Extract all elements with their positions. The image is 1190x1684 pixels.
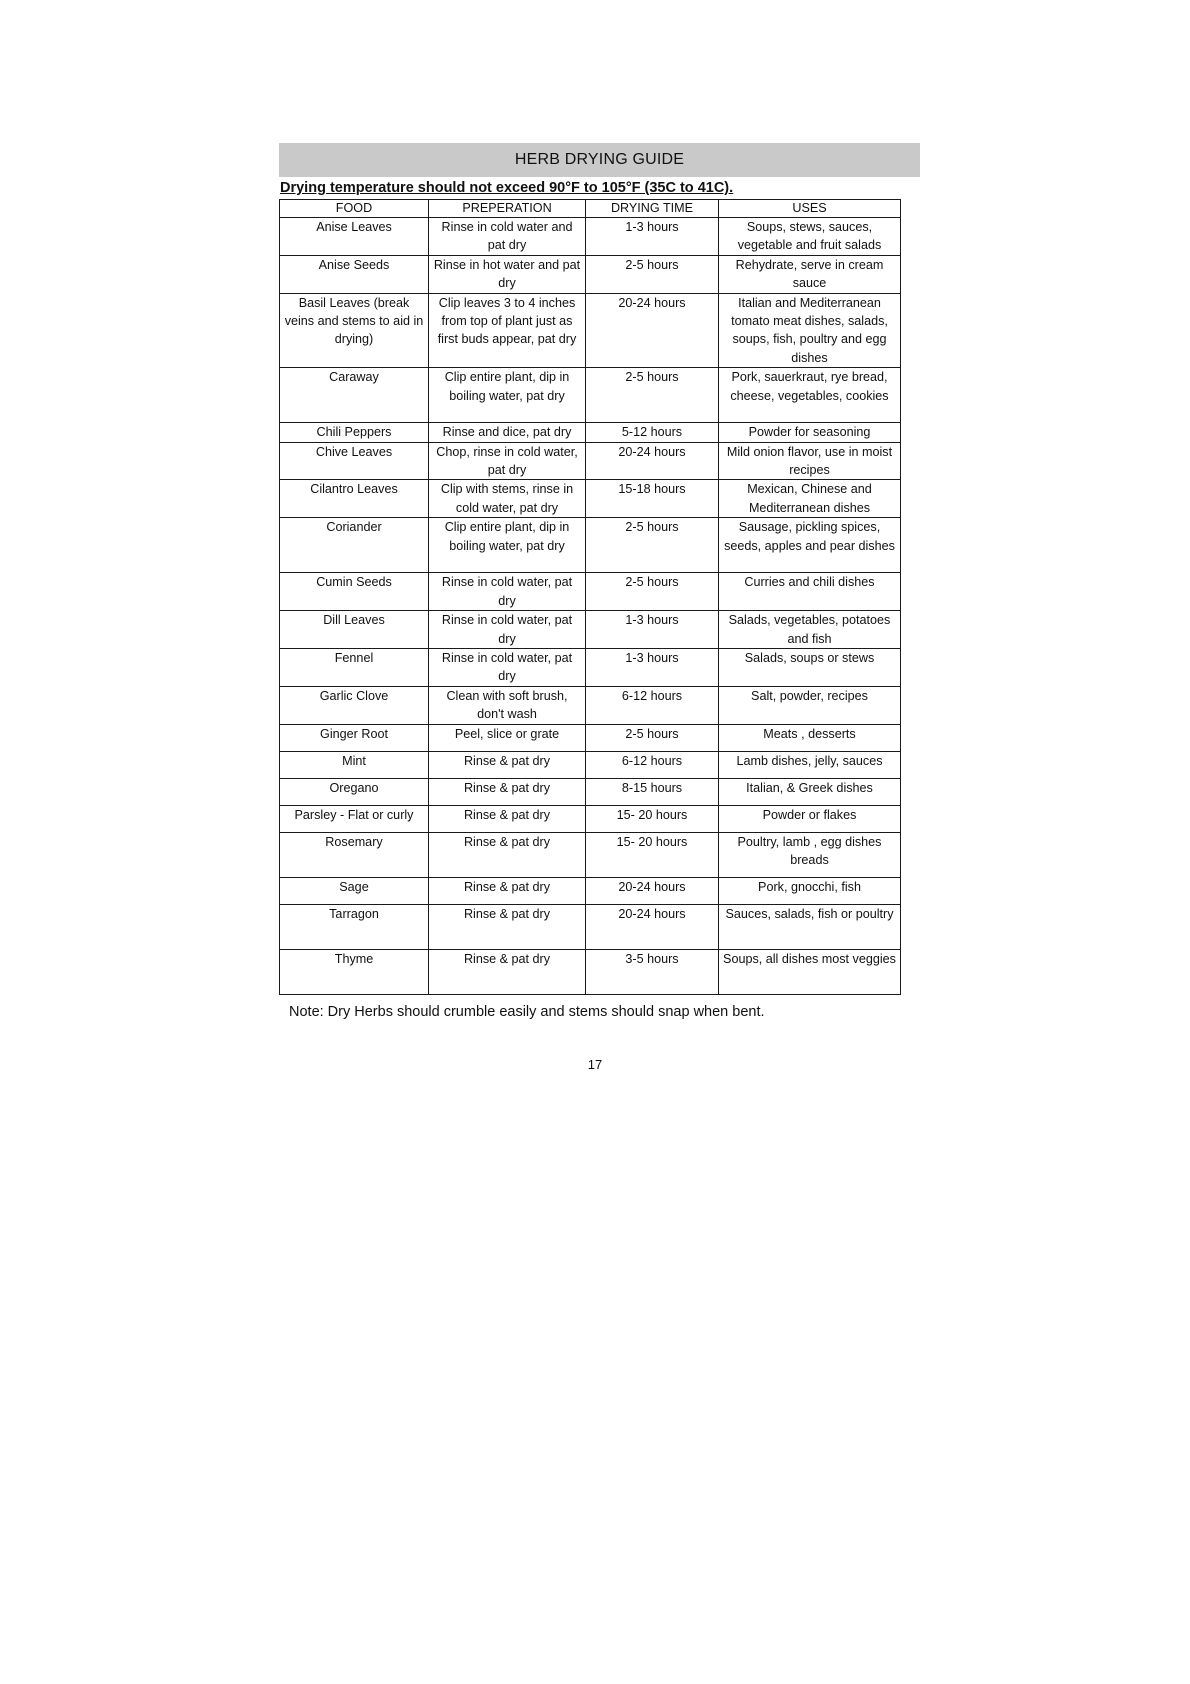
table-row — [280, 949, 901, 994]
cell-uses: Sauces, salads, fish or poultry — [719, 904, 901, 949]
cell-drying-time: 20-24 hours — [586, 442, 719, 480]
cell-drying-time: 20-24 hours — [586, 904, 719, 949]
table-row — [280, 751, 901, 778]
cell-food: Cilantro Leaves — [280, 480, 429, 518]
cell-drying-time: 2-5 hours — [586, 573, 719, 611]
cell-drying-time: 20-24 hours — [586, 877, 719, 904]
cell-food: Tarragon — [280, 904, 429, 949]
cell-uses: Mexican, Chinese and Mediterranean dishes — [719, 480, 901, 518]
cell-uses: Soups, stews, sauces, vegetable and fruit salads — [719, 218, 901, 256]
table-row — [280, 805, 901, 832]
cell-preparation: Clip with stems, rinse in cold water, pat dry — [429, 480, 586, 518]
cell-drying-time: 3-5 hours — [586, 949, 719, 994]
column-header-drying-time: DRYING TIME — [586, 200, 719, 218]
table-row — [280, 648, 901, 686]
cell-food: Dill Leaves — [280, 611, 429, 649]
page-number: 17 — [587, 1057, 603, 1072]
table-row — [280, 573, 901, 611]
cell-food: Oregano — [280, 778, 429, 805]
cell-preparation: Rinse & pat dry — [429, 805, 586, 832]
cell-drying-time: 2-5 hours — [586, 518, 719, 573]
cell-preparation: Rinse in cold water, pat dry — [429, 573, 586, 611]
cell-food: Chive Leaves — [280, 442, 429, 480]
cell-preparation: Rinse in hot water and pat dry — [429, 255, 586, 293]
cell-food: Coriander — [280, 518, 429, 573]
cell-drying-time: 6-12 hours — [586, 686, 719, 724]
cell-preparation: Peel, slice or grate — [429, 724, 586, 751]
cell-drying-time: 1-3 hours — [586, 611, 719, 649]
table-row — [280, 293, 901, 368]
cell-uses: Pork, sauerkraut, rye bread, cheese, vegetables, cookies — [719, 368, 901, 423]
cell-food: Thyme — [280, 949, 429, 994]
herb-drying-table — [279, 199, 901, 995]
cell-preparation: Rinse in cold water, pat dry — [429, 611, 586, 649]
column-header-uses: USES — [719, 200, 901, 218]
table-row — [280, 518, 901, 573]
table-row — [280, 778, 901, 805]
cell-drying-time: 1-3 hours — [586, 648, 719, 686]
cell-preparation: Chop, rinse in cold water, pat dry — [429, 442, 586, 480]
cell-uses: Mild onion flavor, use in moist recipes — [719, 442, 901, 480]
column-header-preparation: PREPERATION — [429, 200, 586, 218]
cell-uses: Italian and Mediterranean tomato meat dishes, salads, soups, fish, poultry and egg dishes — [719, 293, 901, 368]
cell-food: Anise Leaves — [280, 218, 429, 256]
table-row — [280, 442, 901, 480]
cell-preparation: Rinse & pat dry — [429, 832, 586, 877]
table-row — [280, 423, 901, 442]
column-header-food: FOOD — [280, 200, 429, 218]
cell-food: Ginger Root — [280, 724, 429, 751]
cell-uses: Pork, gnocchi, fish — [719, 877, 901, 904]
guide-title-banner — [279, 143, 920, 177]
cell-preparation: Rinse & pat dry — [429, 949, 586, 994]
cell-drying-time: 6-12 hours — [586, 751, 719, 778]
cell-food: Garlic Clove — [280, 686, 429, 724]
table-header-row — [280, 200, 901, 218]
cell-drying-time: 1-3 hours — [586, 218, 719, 256]
cell-food: Caraway — [280, 368, 429, 423]
table-row — [280, 255, 901, 293]
table-row — [280, 218, 901, 256]
cell-preparation: Clip leaves 3 to 4 inches from top of plant just as first buds appear, pat dry — [429, 293, 586, 368]
table-row — [280, 686, 901, 724]
cell-uses: Salads, soups or stews — [719, 648, 901, 686]
cell-uses: Poultry, lamb , egg dishes breads — [719, 832, 901, 877]
table-row — [280, 832, 901, 877]
cell-uses: Powder or flakes — [719, 805, 901, 832]
table-row — [280, 611, 901, 649]
cell-food: Rosemary — [280, 832, 429, 877]
cell-food: Mint — [280, 751, 429, 778]
table-row — [280, 368, 901, 423]
cell-uses: Salt, powder, recipes — [719, 686, 901, 724]
cell-uses: Italian, & Greek dishes — [719, 778, 901, 805]
cell-drying-time: 2-5 hours — [586, 255, 719, 293]
cell-food: Parsley - Flat or curly — [280, 805, 429, 832]
cell-uses: Powder for seasoning — [719, 423, 901, 442]
cell-drying-time: 5-12 hours — [586, 423, 719, 442]
cell-preparation: Rinse & pat dry — [429, 877, 586, 904]
cell-uses: Meats , desserts — [719, 724, 901, 751]
cell-uses: Salads, vegetables, potatoes and fish — [719, 611, 901, 649]
table-row — [280, 904, 901, 949]
cell-uses: Soups, all dishes most veggies — [719, 949, 901, 994]
cell-food: Anise Seeds — [280, 255, 429, 293]
table-row — [280, 877, 901, 904]
cell-preparation: Rinse & pat dry — [429, 778, 586, 805]
cell-drying-time: 8-15 hours — [586, 778, 719, 805]
cell-drying-time: 15- 20 hours — [586, 832, 719, 877]
cell-preparation: Rinse & pat dry — [429, 751, 586, 778]
cell-uses: Sausage, pickling spices, seeds, apples and pear dishes — [719, 518, 901, 573]
cell-food: Sage — [280, 877, 429, 904]
temperature-warning: Drying temperature should not exceed 90°F to 105°F (35C to 41C). — [280, 180, 734, 196]
table-row — [280, 724, 901, 751]
cell-drying-time: 2-5 hours — [586, 724, 719, 751]
cell-food: Cumin Seeds — [280, 573, 429, 611]
cell-food: Basil Leaves (break veins and stems to aid in drying) — [280, 293, 429, 368]
cell-drying-time: 15-18 hours — [586, 480, 719, 518]
guide-title: HERB DRYING GUIDE — [514, 151, 685, 168]
cell-drying-time: 2-5 hours — [586, 368, 719, 423]
cell-preparation: Rinse in cold water and pat dry — [429, 218, 586, 256]
cell-uses: Curries and chili dishes — [719, 573, 901, 611]
cell-drying-time: 15- 20 hours — [586, 805, 719, 832]
table-body — [280, 218, 901, 995]
cell-food: Fennel — [280, 648, 429, 686]
cell-preparation: Clip entire plant, dip in boiling water, pat dry — [429, 368, 586, 423]
cell-uses: Rehydrate, serve in cream sauce — [719, 255, 901, 293]
cell-preparation: Clean with soft brush, don't wash — [429, 686, 586, 724]
cell-preparation: Rinse in cold water, pat dry — [429, 648, 586, 686]
cell-preparation: Rinse & pat dry — [429, 904, 586, 949]
cell-uses: Lamb dishes, jelly, sauces — [719, 751, 901, 778]
table-row — [280, 480, 901, 518]
cell-preparation: Rinse and dice, pat dry — [429, 423, 586, 442]
cell-preparation: Clip entire plant, dip in boiling water, pat dry — [429, 518, 586, 573]
cell-drying-time: 20-24 hours — [586, 293, 719, 368]
cell-food: Chili Peppers — [280, 423, 429, 442]
drying-note: Note: Dry Herbs should crumble easily and stems should snap when bent. — [289, 1004, 765, 1020]
